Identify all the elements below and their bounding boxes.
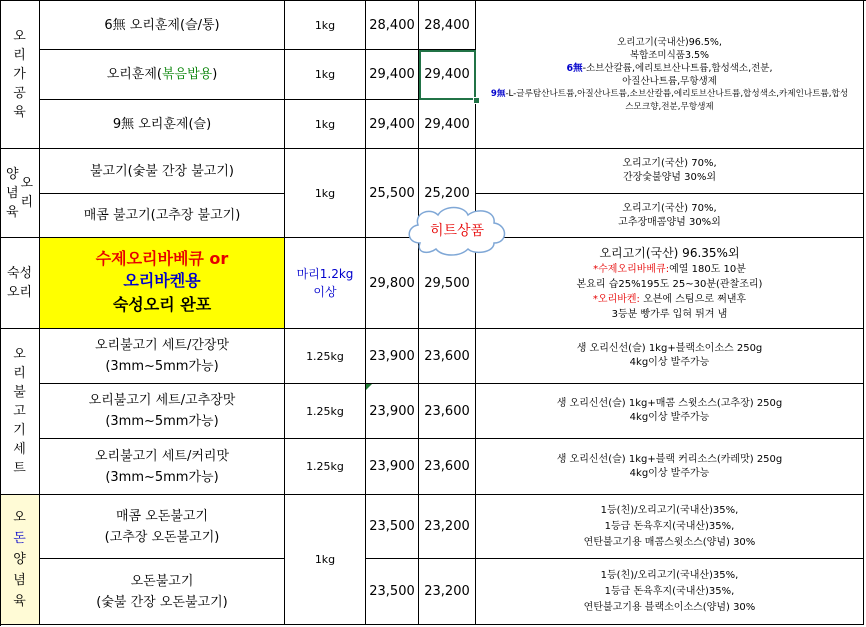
weight-cell[interactable] <box>285 1 366 50</box>
desc-line: 4kg이상 발주가능 <box>629 467 710 479</box>
product-name: 오리불고기 세트/간장맛 <box>94 338 230 353</box>
desc-line: 오리고기(국산) 96.35%외 <box>599 246 740 260</box>
weight: 마리1.2kg 이상 <box>296 267 354 299</box>
section-char: 리 <box>20 195 34 210</box>
section-label-main <box>6 165 19 222</box>
price: 29,400 <box>369 67 415 82</box>
description-cell[interactable] <box>476 194 864 238</box>
desc-line: 1등급 돈육후지(국내산)35%, <box>604 585 735 597</box>
price-cell[interactable] <box>419 384 476 439</box>
product-name: 오리훈제( <box>106 67 162 82</box>
weight: 1.25kg <box>306 349 344 363</box>
desc-line: 스모크향,전분,무항생제 <box>625 101 714 112</box>
price: 23,600 <box>424 403 470 419</box>
desc-line: 생 오리신선(슬) 1kg+블랙소이소스 250g <box>576 343 763 354</box>
price: 28,400 <box>424 17 470 33</box>
description-cell[interactable] <box>476 1 864 149</box>
desc-line: 오리고기(국산) 70%, <box>622 202 717 214</box>
weight-cell[interactable] <box>285 149 366 238</box>
price: 23,900 <box>369 459 415 474</box>
price-cell[interactable] <box>419 495 476 559</box>
desc-highlight: 6無 <box>566 62 583 74</box>
section-char: 육 <box>13 594 26 609</box>
price-cell[interactable] <box>419 329 476 384</box>
price: 28,400 <box>369 17 415 33</box>
product-cell[interactable] <box>40 495 285 559</box>
product-name: 매콤 불고기(고추장 불고기) <box>83 208 241 223</box>
section-char: 오 <box>13 510 26 525</box>
product-name-blue: 오리바켄용 <box>123 271 201 290</box>
desc-line: 고추장매콤양념 30%외 <box>618 216 721 228</box>
desc-line: 연탄불고기용 블랙소이소스(양념) 30% <box>583 601 756 613</box>
weight-cell[interactable] <box>285 439 366 495</box>
desc-highlight: *수제오리바베큐: <box>593 264 670 275</box>
section-char: 세 <box>13 442 26 457</box>
desc-line: 생 오리신선(슬) 1kg+블랙 커리소스(카레맛) 250g <box>556 453 783 465</box>
weight: 1kg <box>314 186 336 200</box>
product-name: 9無 오리훈제(슬) <box>112 116 212 132</box>
section-char: 오 <box>13 29 26 44</box>
weight: 1kg <box>314 18 336 32</box>
section-char: 육 <box>5 204 19 220</box>
section-char: 념 <box>5 185 19 201</box>
weight: 1.25kg <box>306 460 344 473</box>
weight-cell[interactable] <box>285 100 366 149</box>
desc-line: 1등(친)/오리고기(국내산)35%, <box>600 504 739 516</box>
desc-highlight: 9無 <box>490 88 506 99</box>
desc-line <box>567 62 773 75</box>
product-spec: (3mm~5mm가능) <box>105 414 219 429</box>
desc-line: 간장숯불양념 30%외 <box>622 172 717 183</box>
desc-line: 본요리 습25%195도 25~30분(관찰조리) <box>576 279 763 290</box>
price: 23,500 <box>369 584 415 599</box>
desc-line <box>593 262 746 277</box>
product-name: 오리불고기 세트/고추장맛 <box>88 393 236 408</box>
product-name: 오돈불고기 <box>130 573 194 589</box>
desc-text: 오븐에 스팀으로 쩌낸후 <box>639 294 747 305</box>
weight: 1kg <box>314 117 336 131</box>
weight-cell[interactable] <box>285 329 366 384</box>
desc-line: 복합조미식품3.5% <box>629 49 710 61</box>
price: 29,500 <box>424 275 470 291</box>
section-char: 트 <box>13 461 26 476</box>
price: 29,400 <box>424 67 470 82</box>
product-cell[interactable] <box>40 384 285 439</box>
price: 25,500 <box>369 185 415 201</box>
product-cell[interactable] <box>40 1 285 50</box>
price: 23,600 <box>424 459 470 474</box>
section-char: 고 <box>13 404 26 419</box>
section-char: 돈 <box>13 531 26 546</box>
desc-line: 오리고기(국산) 70%, <box>622 158 717 169</box>
desc-line: 연탄불고기용 매콤스윗소스(양념) 30% <box>583 536 756 548</box>
weight: 1kg <box>314 68 336 81</box>
description-cell[interactable] <box>476 439 864 495</box>
product-name-main: 숙성오리 완포 <box>112 295 212 314</box>
price: 23,200 <box>424 584 470 599</box>
hit-product-label <box>402 203 512 257</box>
product-name: 불고기(숯불 간장 불고기) <box>90 163 234 179</box>
desc-line: 1등급 돈육후지(국내산)35%, <box>604 520 735 532</box>
desc-text: -소브산칼륨,에리토브산나트륨,합성색소,전분, <box>582 62 773 74</box>
desc-line: 3등분 빵가루 입혀 튀겨 냄 <box>611 309 728 320</box>
section-char: 양 <box>13 552 26 567</box>
section-label: 숙성 <box>6 266 33 281</box>
desc-line <box>491 88 848 101</box>
price: 23,900 <box>369 348 415 364</box>
table-left-border <box>0 0 1 626</box>
section-char: 오 <box>20 176 34 191</box>
price-cell[interactable] <box>419 439 476 495</box>
price-cell[interactable] <box>366 384 419 439</box>
product-name: 매콤 오돈불고기 <box>115 508 209 524</box>
section-duck-smoked[interactable] <box>0 1 40 149</box>
product-cell[interactable] <box>40 194 285 238</box>
price-cell[interactable] <box>366 329 419 384</box>
price-cell[interactable] <box>366 495 419 559</box>
product-spec: (숯불 간장 오돈불고기) <box>96 594 228 610</box>
comment-indicator-icon <box>366 384 373 391</box>
selected-price-cell[interactable] <box>419 50 476 100</box>
section-char: 공 <box>13 86 26 101</box>
price-cell[interactable] <box>366 439 419 495</box>
product-cell[interactable] <box>40 100 285 149</box>
price: 29,400 <box>424 116 470 132</box>
product-name: 6無 오리훈제(슬/통) <box>104 17 220 33</box>
section-char: 양 <box>5 166 19 182</box>
price-cell[interactable] <box>419 100 476 149</box>
product-spec: (3mm~5mm가능) <box>105 469 219 485</box>
weight: 1.25kg <box>306 404 344 418</box>
section-char: 리 <box>13 366 26 381</box>
description-cell[interactable] <box>476 149 864 194</box>
description-cell[interactable] <box>476 559 864 625</box>
weight-cell[interactable] <box>285 384 366 439</box>
desc-line: 4kg이상 발주가능 <box>629 357 710 368</box>
desc-highlight: *오리바켄: <box>592 294 640 305</box>
product-name: 오리불고기 세트/커리맛 <box>94 448 230 464</box>
product-name-red: 수제오리바베큐 or <box>95 249 229 268</box>
weight-cell[interactable] <box>285 495 366 625</box>
product-cell[interactable] <box>40 559 285 625</box>
section-char: 리 <box>13 48 26 63</box>
section-char: 기 <box>13 423 26 438</box>
price: 23,200 <box>424 519 470 534</box>
description-cell[interactable] <box>476 495 864 559</box>
section-char: 오 <box>13 347 26 362</box>
price-cell[interactable] <box>366 1 419 50</box>
section-label: 오리 <box>6 285 33 300</box>
section-bulgogi-set[interactable] <box>0 329 40 495</box>
section-char: 가 <box>13 67 26 82</box>
price: 29,800 <box>369 275 415 291</box>
price: 23,900 <box>369 403 415 419</box>
desc-line: 오리고기(국내산)96.5%, <box>617 36 722 48</box>
product-cell[interactable] <box>40 149 285 194</box>
desc-line: 1등(친)/오리고기(국내산)35%, <box>600 569 739 581</box>
price-cell[interactable] <box>419 559 476 625</box>
fill-handle[interactable] <box>473 97 480 104</box>
description-cell[interactable] <box>476 384 864 439</box>
price-cell[interactable] <box>366 50 419 100</box>
product-name-end: ) <box>212 67 218 82</box>
desc-line: 아질산나트륨,무항생제 <box>622 75 717 87</box>
section-char: 육 <box>13 105 26 120</box>
product-cell[interactable] <box>40 439 285 495</box>
desc-text: -L-글루탐산나트륨,아질산나트륨,소브산칼륨,에리토브산나트륨,합성색소,카제인나트륨,합성 <box>505 88 849 99</box>
weight-cell[interactable] <box>285 50 366 100</box>
callout-text: 히트상품 <box>429 223 485 239</box>
section-aged[interactable] <box>0 238 40 329</box>
section-duck-yang[interactable] <box>0 149 40 238</box>
section-pork[interactable] <box>0 495 40 625</box>
desc-line <box>593 292 746 307</box>
product-tag: 볶음밥용 <box>162 67 213 82</box>
weight-cell[interactable] <box>285 238 366 329</box>
product-cell[interactable] <box>40 329 285 384</box>
price: 23,500 <box>369 519 415 534</box>
price-cell[interactable] <box>366 559 419 625</box>
weight: 1kg <box>314 553 336 566</box>
product-cell-highlight[interactable] <box>40 238 285 329</box>
description-cell[interactable] <box>476 329 864 384</box>
desc-line: 생 오리신선(슬) 1kg+매콤 스윗소스(고추장) 250g <box>556 398 783 409</box>
product-cell[interactable] <box>40 50 285 100</box>
price: 29,400 <box>369 116 415 132</box>
price-cell[interactable] <box>366 100 419 149</box>
price: 25,200 <box>424 185 470 201</box>
desc-line: 4kg이상 발주가능 <box>629 412 710 423</box>
price: 23,600 <box>424 348 470 364</box>
price-cell[interactable] <box>419 1 476 50</box>
section-char: 불 <box>13 385 26 400</box>
section-label-side <box>21 174 34 212</box>
product-spec: (고추장 오돈불고기) <box>104 529 220 545</box>
section-char: 념 <box>13 573 26 588</box>
desc-text: 예열 180도 10분 <box>669 264 746 275</box>
description-cell[interactable] <box>476 238 864 329</box>
product-spec: (3mm~5mm가능) <box>105 359 219 374</box>
